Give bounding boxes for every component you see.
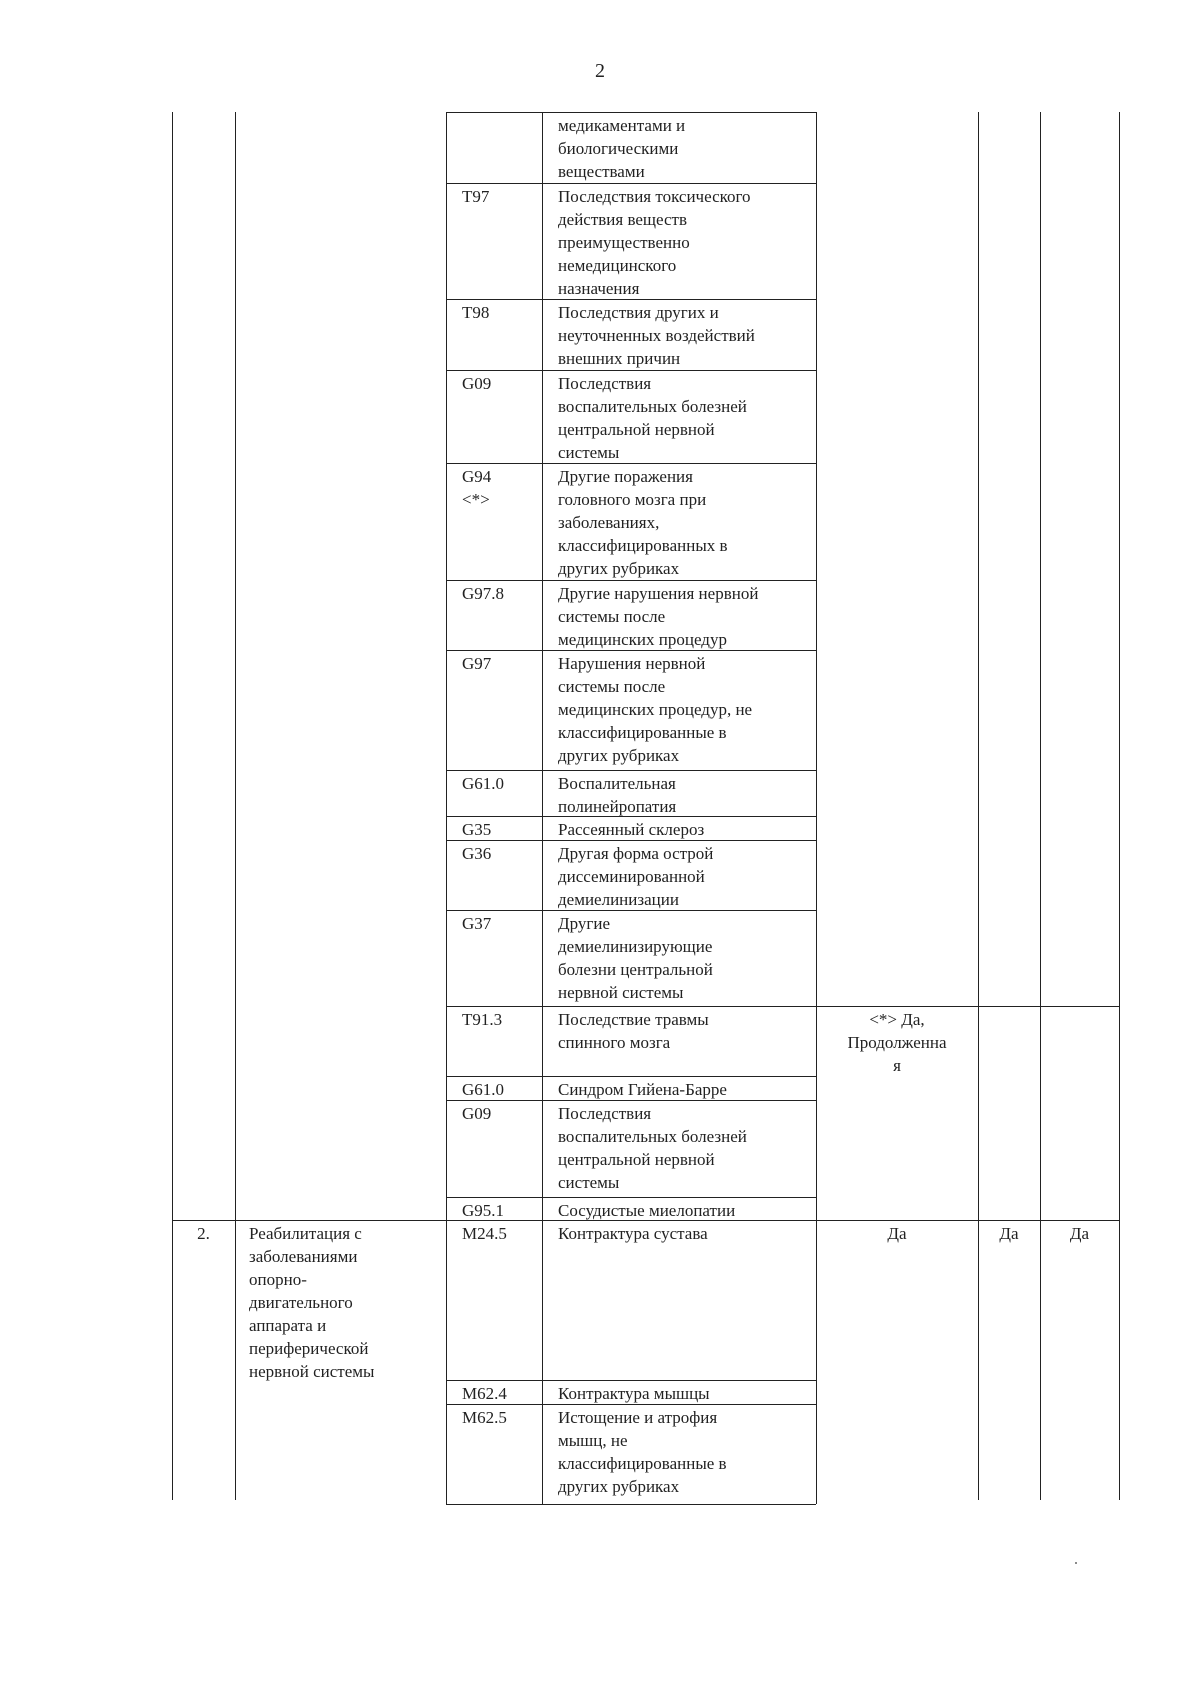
code-cell: M62.4 xyxy=(462,1384,507,1403)
desc-cell: Нарушения нервной системы после медицинских процедур, не классифицированные в других рубриках xyxy=(558,654,753,765)
row-border xyxy=(446,1006,1119,1007)
code-cell: G09 xyxy=(462,1104,492,1123)
col-border xyxy=(172,112,173,1500)
desc-cell: Истощение и атрофия мышц, не классифицированные в других рубриках xyxy=(558,1408,727,1496)
desc-cell: Последствие травмы спинного мозга xyxy=(558,1010,709,1052)
code-cell: G09 xyxy=(462,374,492,393)
desc-cell: Другая форма острой диссеминированной демиелинизации xyxy=(558,844,714,909)
desc-cell: Последствия воспалительных болезней центральной нервной системы xyxy=(558,1104,747,1192)
code-cell: G61.0 xyxy=(462,774,505,793)
row-border xyxy=(446,183,816,184)
row-border xyxy=(446,1076,816,1077)
desc-cell: Последствия воспалительных болезней центральной нервной системы xyxy=(558,374,747,462)
desc-cell: Синдром Гийена-Барре xyxy=(558,1080,727,1099)
col-border xyxy=(235,112,236,1500)
row-border xyxy=(446,112,816,113)
desc-cell: Другие поражения головного мозга при заболеваниях, классифицированных в других рубриках xyxy=(558,467,728,578)
code-cell: G95.1 xyxy=(462,1201,505,1220)
code-cell: G36 xyxy=(462,844,492,863)
col-border xyxy=(446,112,447,1504)
value-cell: Да xyxy=(999,1224,1019,1243)
desc-cell: Последствия других и неуточненных воздействий внешних причин xyxy=(558,303,755,368)
row-border xyxy=(446,370,816,371)
section-title: Реабилитация с заболеваниями опорно- двигательного аппарата и периферической нервной системы xyxy=(249,1224,375,1381)
desc-cell: Рассеянный склероз xyxy=(558,820,705,839)
code-cell: G97.8 xyxy=(462,584,505,603)
code-cell: M24.5 xyxy=(462,1224,507,1243)
code-cell: T91.3 xyxy=(462,1010,503,1029)
desc-cell: Контрактура мышцы xyxy=(558,1384,710,1403)
code-cell: G94 <*> xyxy=(462,467,492,509)
desc-cell: Сосудистые миелопатии xyxy=(558,1201,736,1220)
col-border xyxy=(1119,112,1120,1500)
col-border xyxy=(978,112,979,1500)
desc-cell: медикаментами и биологическими веществами xyxy=(558,116,686,181)
code-cell: T97 xyxy=(462,187,490,206)
row-border xyxy=(446,1380,816,1381)
row-border xyxy=(446,580,816,581)
code-cell: M62.5 xyxy=(462,1408,507,1427)
value-cell: Да xyxy=(887,1224,907,1243)
row-number: 2. xyxy=(197,1224,210,1243)
desc-cell: Контрактура сустава xyxy=(558,1224,708,1243)
row-border xyxy=(446,1197,816,1198)
code-cell: G35 xyxy=(462,820,492,839)
scan-speck xyxy=(1075,1562,1077,1564)
desc-cell: Другие демиелинизирующие болезни центральной нервной системы xyxy=(558,914,713,1002)
desc-cell: Воспалительная полинейропатия xyxy=(558,774,677,816)
code-cell: T98 xyxy=(462,303,490,322)
code-cell: G37 xyxy=(462,914,492,933)
code-cell: G61.0 xyxy=(462,1080,505,1099)
continued-note: <*> Да, Продолженна я xyxy=(847,1010,947,1075)
col-border xyxy=(542,112,543,1504)
desc-cell: Другие нарушения нервной системы после медицинских процедур xyxy=(558,584,759,649)
col-border xyxy=(1040,112,1041,1500)
code-cell: G97 xyxy=(462,654,492,673)
desc-cell: Последствия токсического действия веществ преимущественно немедицинского назначения xyxy=(558,187,751,298)
page-number: 2 xyxy=(595,60,605,82)
value-cell: Да xyxy=(1069,1224,1090,1243)
row-border xyxy=(446,1504,816,1505)
row-border xyxy=(446,770,816,771)
